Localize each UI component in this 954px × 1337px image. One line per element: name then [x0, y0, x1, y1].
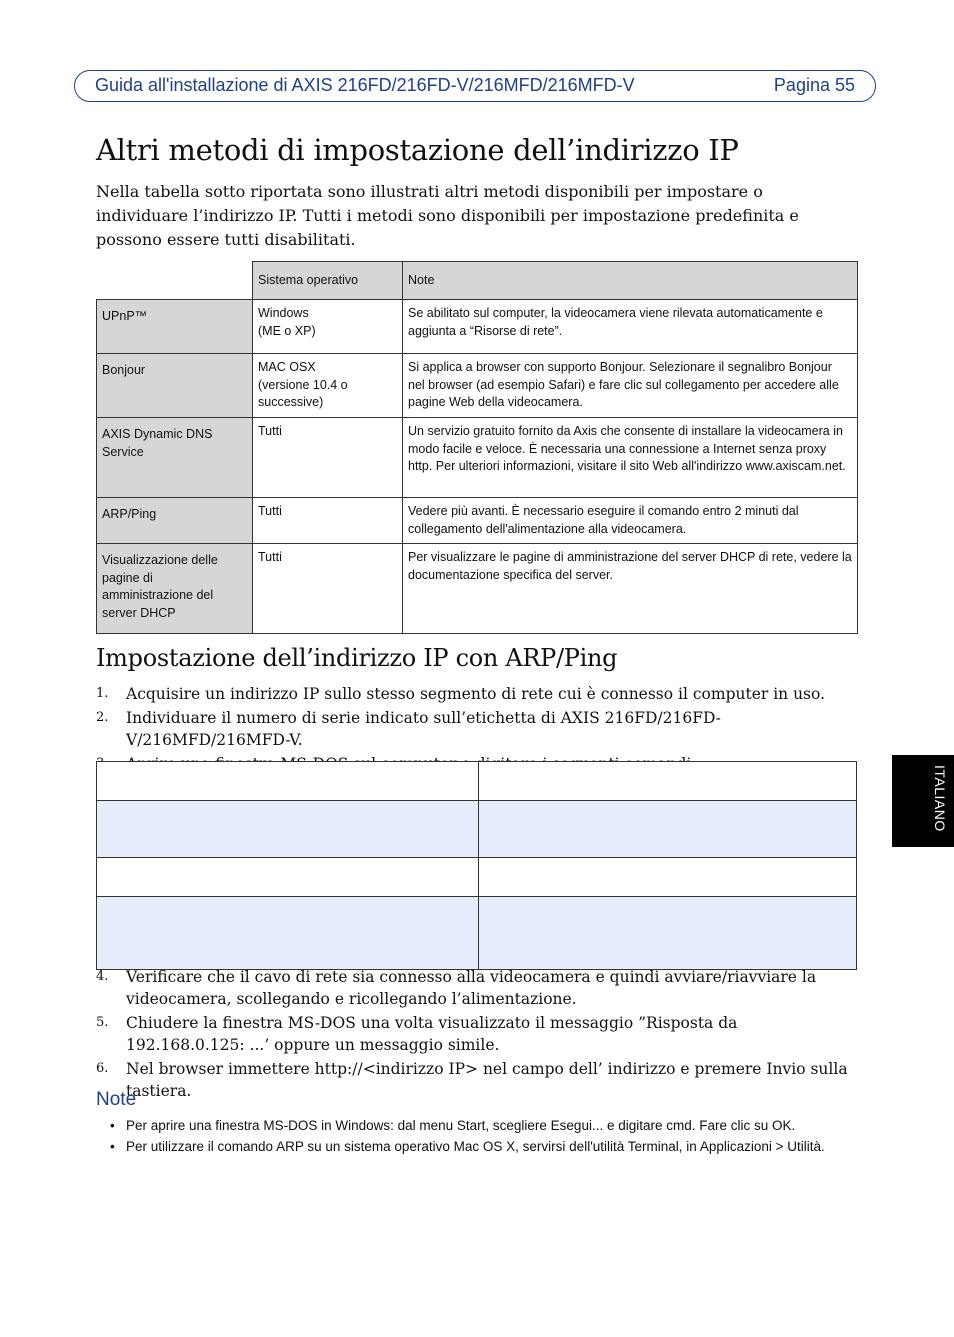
- header-cell-os: Sistema operativo: [253, 262, 403, 300]
- note-text: Per utilizzare il comando ARP su un sistema operativo Mac OS X, servirsi dell'utilità Terminal, in Applicazioni > Utilità.: [126, 1139, 825, 1154]
- method-cell: UPnP™: [97, 300, 253, 354]
- method-cell: ARP/Ping: [97, 498, 253, 544]
- method-cell: Bonjour: [97, 354, 253, 418]
- table-row: [97, 418, 858, 498]
- note-cell: Per visualizzare le pagine di amministrazione del server DHCP di rete, vedere la documentazione specifica del server.: [403, 544, 858, 634]
- command-cell: [97, 801, 479, 858]
- note-cell: Se abilitato sul computer, la videocamera viene rilevata automaticamente e aggiunta a “Risorse di rete”.: [403, 300, 858, 354]
- list-item: [96, 1115, 841, 1136]
- note-cell: Vedere più avanti. È necessario eseguire il comando entro 2 minuti dal collegamento dell'alimentazione alla videocamera.: [403, 498, 858, 544]
- command-cell: [479, 801, 857, 858]
- bullet-icon: •: [110, 1139, 115, 1154]
- table-row: [97, 354, 858, 418]
- os-cell: Tutti: [253, 544, 403, 634]
- method-cell: Visualizzazione delle pagine di amministrazione del server DHCP: [97, 544, 253, 634]
- step-number: 1.: [96, 686, 109, 701]
- page-header: [74, 70, 876, 102]
- step-text: Nel browser immettere http://<indirizzo IP> nel campo dell’ indirizzo e premere Invio sulla tastiera.: [126, 1060, 848, 1100]
- os-cell: Tutti: [253, 498, 403, 544]
- command-cell: [479, 762, 857, 801]
- os-cell: Tutti: [253, 418, 403, 498]
- header-cell-empty: [97, 262, 253, 300]
- methods-table: [96, 261, 858, 634]
- subsection-heading: Impostazione dell’indirizzo IP con ARP/Ping: [96, 644, 618, 672]
- step-text: Individuare il numero di serie indicato sull’etichetta di AXIS 216FD/216FD-V/216MFD/216MFD-V.: [126, 709, 721, 749]
- note-heading: Note: [96, 1089, 137, 1110]
- table-row: [97, 498, 858, 544]
- command-cell: [97, 858, 479, 897]
- method-cell: AXIS Dynamic DNS Service: [97, 418, 253, 498]
- table-row: [97, 762, 857, 801]
- language-tab: [892, 755, 954, 847]
- note-cell: Un servizio gratuito fornito da Axis che consente di installare la videocamera in modo facile e veloce. È necessaria una connessione a Internet senza proxy http. Per ulteriori informazioni, visitare il sito Web all'indirizzo www.axiscam.net.: [403, 418, 858, 498]
- intro-paragraph: Nella tabella sotto riportata sono illustrati altri metodi disponibili per impostare o individuare l’indirizzo IP. Tutti i metodi sono disponibili per impostazione predefinita e possono essere tutti disabilitati.: [96, 182, 799, 249]
- note-cell: Si applica a browser con supporto Bonjour. Selezionare il segnalibro Bonjour nel browser (ad esempio Safari) e fare clic sul collegamento per accedere alle pagine Web della videocamera.: [403, 354, 858, 418]
- table-row: [97, 858, 857, 897]
- step-number: 4.: [96, 969, 109, 984]
- os-cell: MAC OSX (versione 10.4 o successive): [253, 354, 403, 418]
- list-item: [96, 1012, 856, 1056]
- table-row: [97, 897, 857, 970]
- step-text: Verificare che il cavo di rete sia connesso alla videocamera e quindi avviare/riavviare la videocamera, scollegando e ricollegando l’alimentazione.: [126, 968, 817, 1008]
- table-header-row: [97, 262, 858, 300]
- step-text: Chiudere la finestra MS-DOS una volta visualizzato il messaggio ”Risposta da 192.168.0.125: ...’ oppure un messaggio simile.: [126, 1014, 738, 1054]
- commands-table: [96, 761, 857, 970]
- note-text: Per aprire una finestra MS-DOS in Windows: dal menu Start, scegliere Esegui... e digitare cmd. Fare clic su OK.: [126, 1118, 796, 1133]
- steps-list-continued: [96, 966, 856, 1104]
- step-number: 5.: [96, 1015, 109, 1030]
- list-item: [96, 707, 856, 751]
- section-heading: Altri metodi di impostazione dell’indirizzo IP: [96, 133, 739, 167]
- command-cell: [479, 897, 857, 970]
- os-cell: Windows (ME o XP): [253, 300, 403, 354]
- language-tab-label: ITALIANO: [932, 765, 948, 832]
- step-text: Acquisire un indirizzo IP sullo stesso segmento di rete cui è connesso il computer in uso.: [126, 685, 825, 703]
- notes-list: [96, 1115, 841, 1157]
- table-row: [97, 801, 857, 858]
- page-number: Pagina 55: [773, 75, 855, 95]
- list-item: [96, 1058, 856, 1102]
- command-cell: [97, 762, 479, 801]
- command-cell: [479, 858, 857, 897]
- list-item: [96, 683, 856, 705]
- step-number: 6.: [96, 1061, 109, 1076]
- table-row: [97, 300, 858, 354]
- list-item: [96, 966, 856, 1010]
- step-number: 2.: [96, 710, 109, 725]
- header-title: Guida all'installazione di AXIS 216FD/216FD-V/216MFD/216MFD-V: [95, 75, 635, 95]
- header-cell-note: Note: [403, 262, 858, 300]
- list-item: [96, 1136, 841, 1157]
- command-cell: [97, 897, 479, 970]
- bullet-icon: •: [110, 1118, 115, 1133]
- table-row: [97, 544, 858, 634]
